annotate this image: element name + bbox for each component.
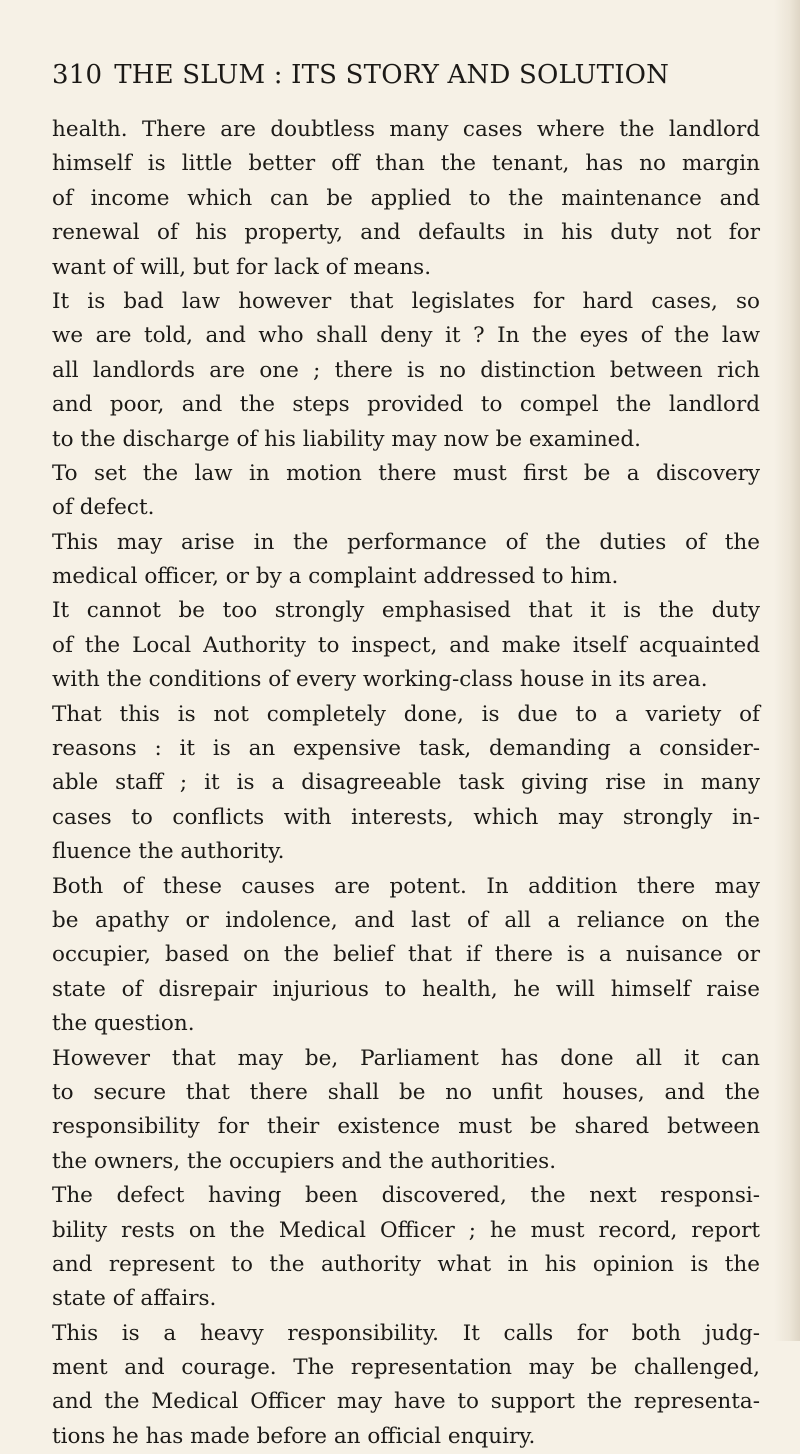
text-line: occupier, based on the belief that if there is a nuisance or xyxy=(52,942,760,968)
page-edge-shadow xyxy=(774,0,800,1341)
text-line: To set the law in motion there must first be a discovery xyxy=(52,460,760,486)
running-title: THE SLUM : ITS STORY AND SOLUTION xyxy=(114,60,670,90)
text-line: bility rests on the Medical Officer ; he must record, report xyxy=(52,1217,760,1243)
text-line: This is a heavy responsibility. It calls for both judg- xyxy=(52,1320,760,1346)
text-line: tions he has made before an official enquiry. xyxy=(52,1423,536,1449)
text-line: However that may be, Parliament has done all it can xyxy=(52,1045,760,1071)
text-line: renewal of his property, and defaults in his duty not for xyxy=(52,220,760,246)
text-line: state of disrepair injurious to health, he will himself raise xyxy=(52,976,760,1002)
text-line: himself is little better off than the tenant, has no margin xyxy=(52,151,760,177)
text-line: responsibility for their existence must be shared between xyxy=(52,1114,760,1140)
text-line: all landlords are one ; there is no distinction between rich xyxy=(52,357,760,383)
text-line: It is bad law however that legislates for hard cases, so xyxy=(52,288,760,314)
text-line: of defect. xyxy=(52,495,155,521)
text-line: cases to conflicts with interests, which may strongly in- xyxy=(52,804,760,830)
text-line: able staff ; it is a disagreeable task giving rise in many xyxy=(52,770,760,796)
text-line: and poor, and the steps provided to compel the landlord xyxy=(52,392,760,418)
text-line: The defect having been discovered, the next responsi- xyxy=(52,1183,760,1209)
text-line: of the Local Authority to inspect, and make itself acquainted xyxy=(52,632,760,658)
text-line: of income which can be applied to the maintenance and xyxy=(52,185,760,211)
text-line: This may arise in the performance of the duties of the xyxy=(52,529,760,555)
text-line: be apathy or indolence, and last of all a reliance on the xyxy=(52,907,760,933)
text-line: That this is not completely done, is due to a variety of xyxy=(52,701,760,727)
running-head xyxy=(52,58,742,92)
text-line: reasons : it is an expensive task, demanding a consider- xyxy=(52,736,760,762)
text-line: ment and courage. The representation may be challenged, xyxy=(52,1355,760,1381)
text-line: the owners, the occupiers and the authorities. xyxy=(52,1148,557,1174)
body-text xyxy=(52,113,760,1454)
text-line: Both of these causes are potent. In addition there may xyxy=(52,873,760,899)
text-line: It cannot be too strongly emphasised that it is the duty xyxy=(52,598,760,624)
text-line: medical officer, or by a complaint addressed to him. xyxy=(52,564,619,590)
text-line: fluence the authority. xyxy=(52,839,285,865)
text-line: want of will, but for lack of means. xyxy=(52,254,432,280)
page-number: 310 xyxy=(52,60,103,90)
text-line: and the Medical Officer may have to support the representa- xyxy=(52,1389,760,1415)
text-line: health. There are doubtless many cases where the landlord xyxy=(52,117,760,142)
text-line: and represent to the authority what in his opinion is the xyxy=(52,1251,760,1277)
text-line: state of affairs. xyxy=(52,1286,217,1312)
text-line: to secure that there shall be no unfit houses, and the xyxy=(52,1079,760,1105)
text-line: the question. xyxy=(52,1011,195,1037)
text-line: we are told, and who shall deny it ? In the eyes of the law xyxy=(52,323,760,349)
text-line: to the discharge of his liability may now be examined. xyxy=(52,426,641,452)
text-line: with the conditions of every working-class house in its area. xyxy=(52,667,708,693)
